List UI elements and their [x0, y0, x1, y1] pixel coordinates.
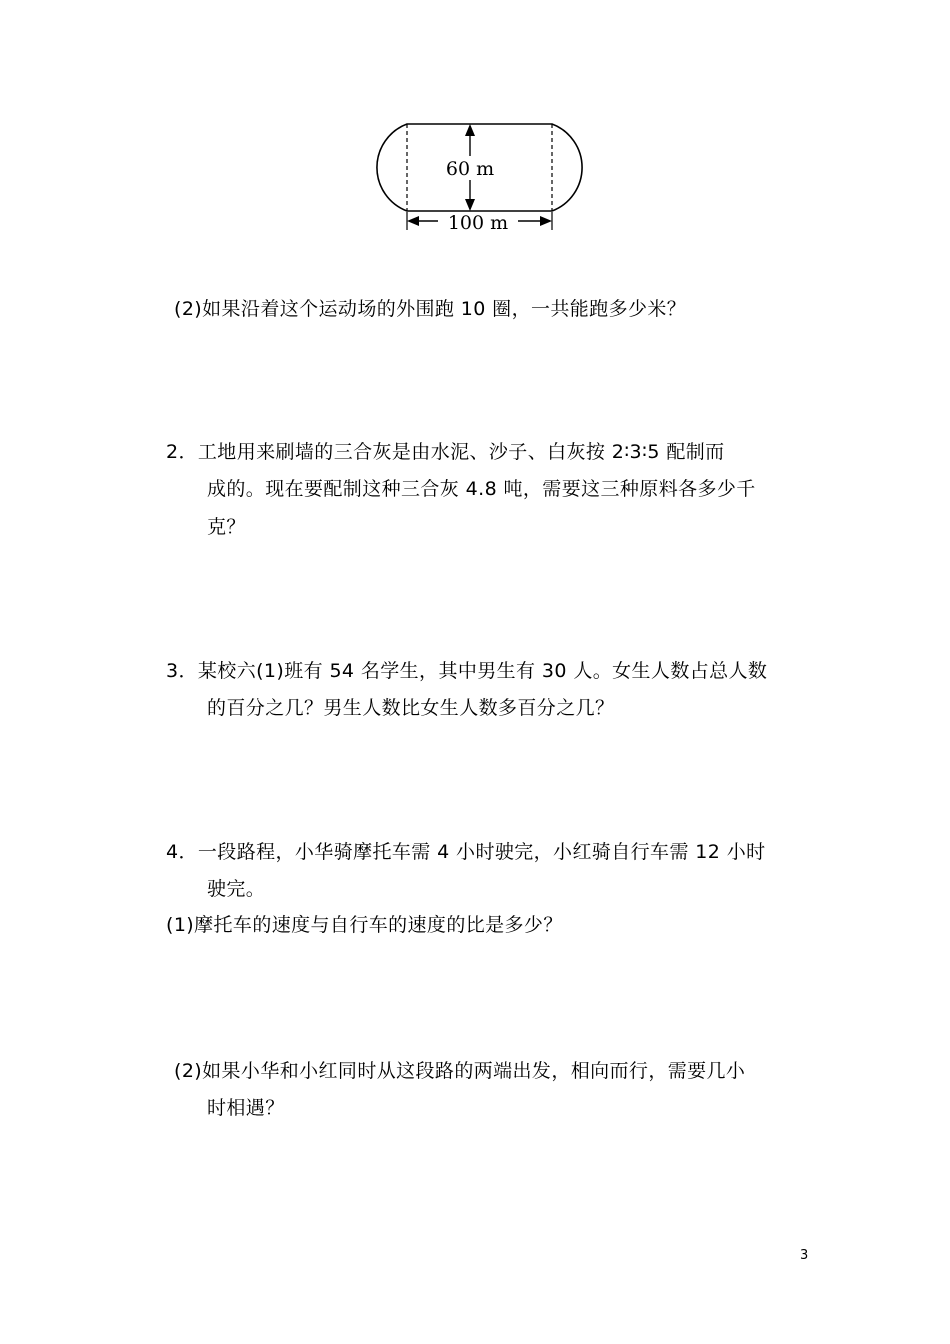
q4-line2: 驶完。: [207, 878, 266, 900]
page-number: 3: [800, 1248, 809, 1263]
q3-line1: 3．某校六(1)班有 54 名学生，其中男生有 30 人。女生人数占总人数: [166, 660, 768, 682]
q2-line2: 成的。现在要配制这种三合灰 4.8 吨，需要这三种原料各多少千: [207, 478, 756, 500]
q2-line1: 2．工地用来刷墙的三合灰是由水泥、沙子、白灰按 2∶3∶5 配制而: [166, 441, 725, 463]
q1-part2-line1: (2)如果沿着这个运动场的外围跑 10 圈，一共能跑多少米？: [174, 298, 687, 320]
height-label: 60 m: [445, 158, 495, 180]
q4-part1-line1: (1)摩托车的速度与自行车的速度的比是多少？: [166, 914, 563, 936]
q4-part2-line1: (2)如果小华和小红同时从这段路的两端出发，相向而行，需要几小: [174, 1060, 746, 1082]
q4-line1: 4．一段路程，小华骑摩托车需 4 小时驶完，小红骑自行车需 12 小时: [166, 841, 766, 863]
q2-line3: 克？: [207, 516, 246, 538]
arrow-right-icon: [540, 216, 552, 226]
q3-line2: 的百分之几？男生人数比女生人数多百分之几？: [207, 697, 615, 719]
arrow-down-icon: [465, 199, 475, 211]
arrow-left-icon: [407, 216, 419, 226]
arrow-up-icon: [465, 124, 475, 136]
track-figure: [360, 118, 600, 240]
track-diagram: [360, 118, 600, 244]
width-label: 100 m: [447, 212, 509, 234]
q4-part2-line2: 时相遇？: [207, 1097, 285, 1119]
